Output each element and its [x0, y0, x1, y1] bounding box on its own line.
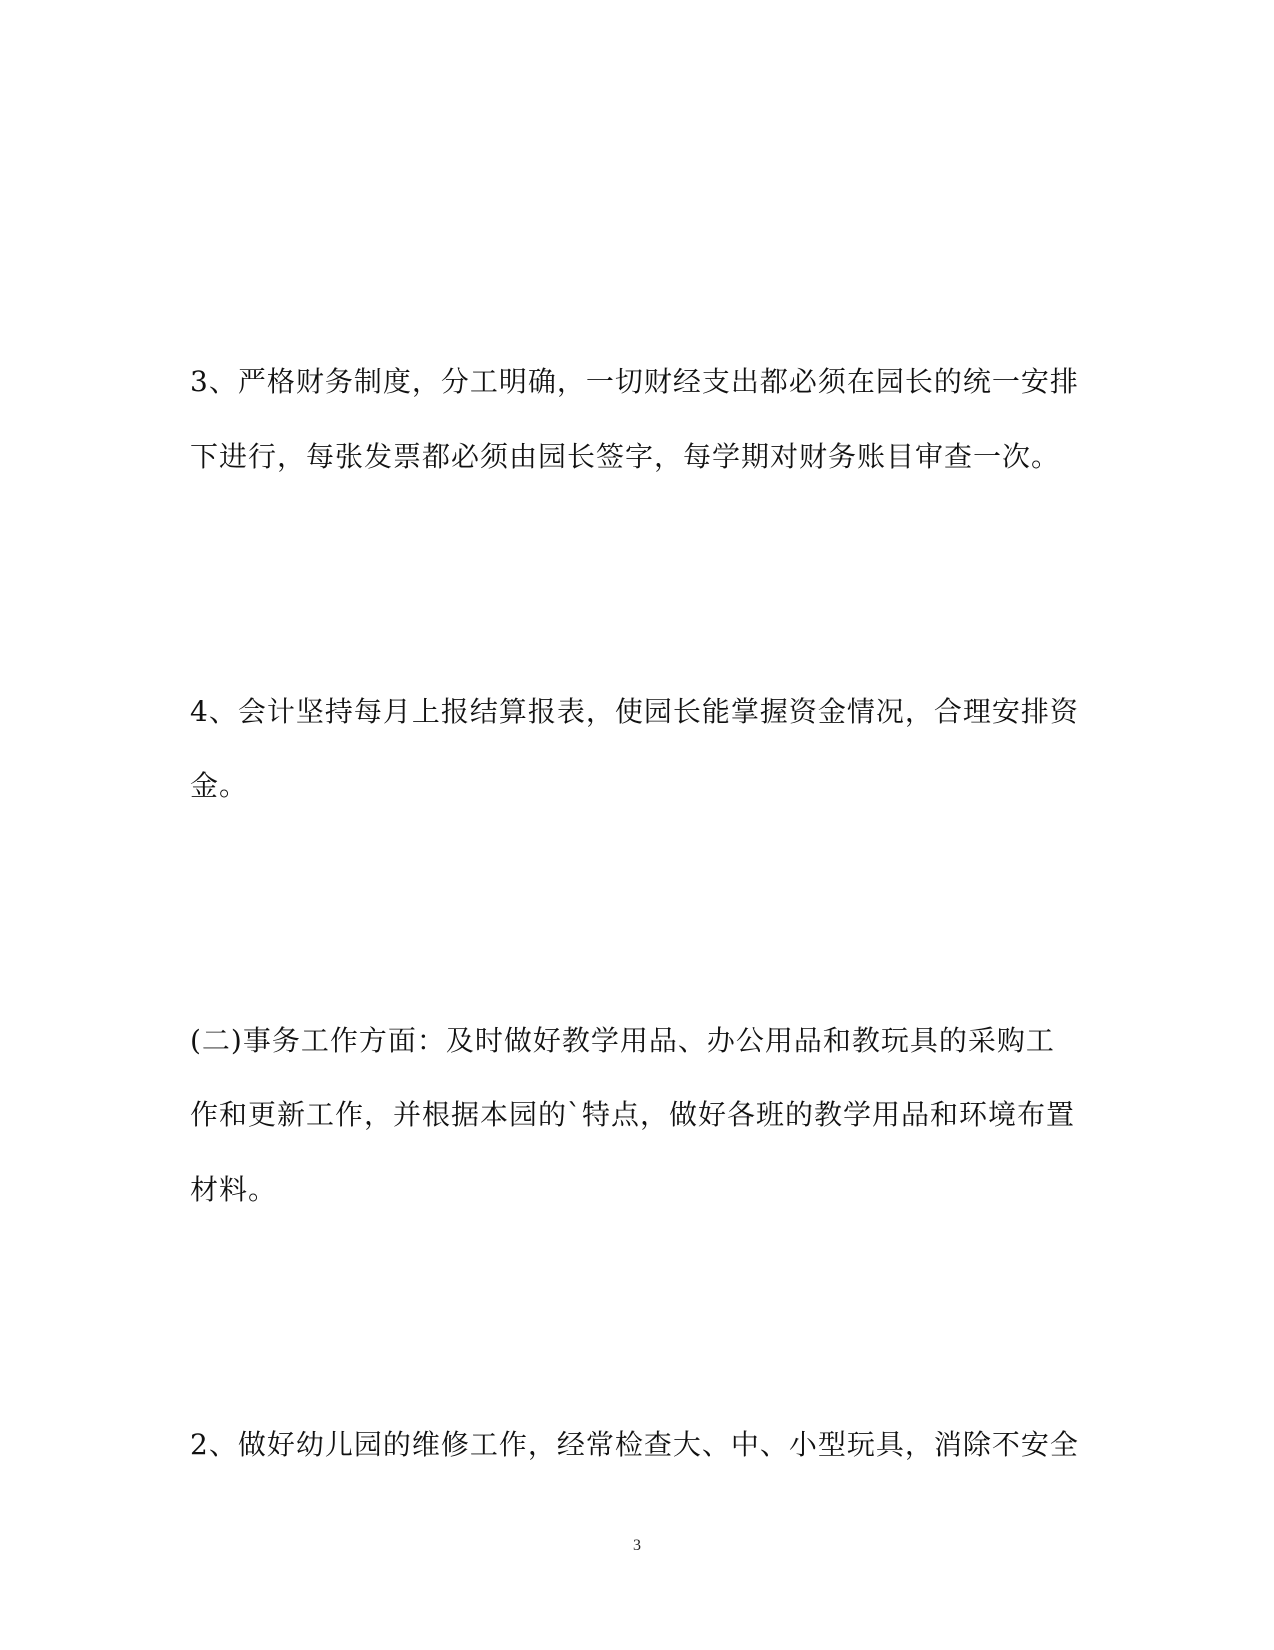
paragraph-3-line-2: 下进行，每张发票都必须由园长签字，每学期对财务账目审查一次。	[190, 440, 1061, 473]
section-2-line-1: (二)事务工作方面：及时做好教学用品、办公用品和教玩具的采购工	[190, 1024, 1055, 1057]
section-2-line-2: 作和更新工作，并根据本园的`特点，做好各班的教学用品和环境布置	[190, 1098, 1076, 1131]
page-number: 3	[633, 1537, 641, 1554]
section-2-line-3: 材料。	[190, 1173, 278, 1206]
paragraph-4-line-2: 金。	[190, 769, 249, 802]
paragraph-3-line-1: 3、严格财务制度，分工明确，一切财经支出都必须在园长的统一安排	[190, 365, 1079, 398]
paragraph-4-line-1: 4、会计坚持每月上报结算报表，使园长能掌握资金情况，合理安排资	[190, 695, 1079, 728]
paragraph-2-line-1: 2、做好幼儿园的维修工作，经常检查大、中、小型玩具，消除不安全	[190, 1428, 1079, 1461]
